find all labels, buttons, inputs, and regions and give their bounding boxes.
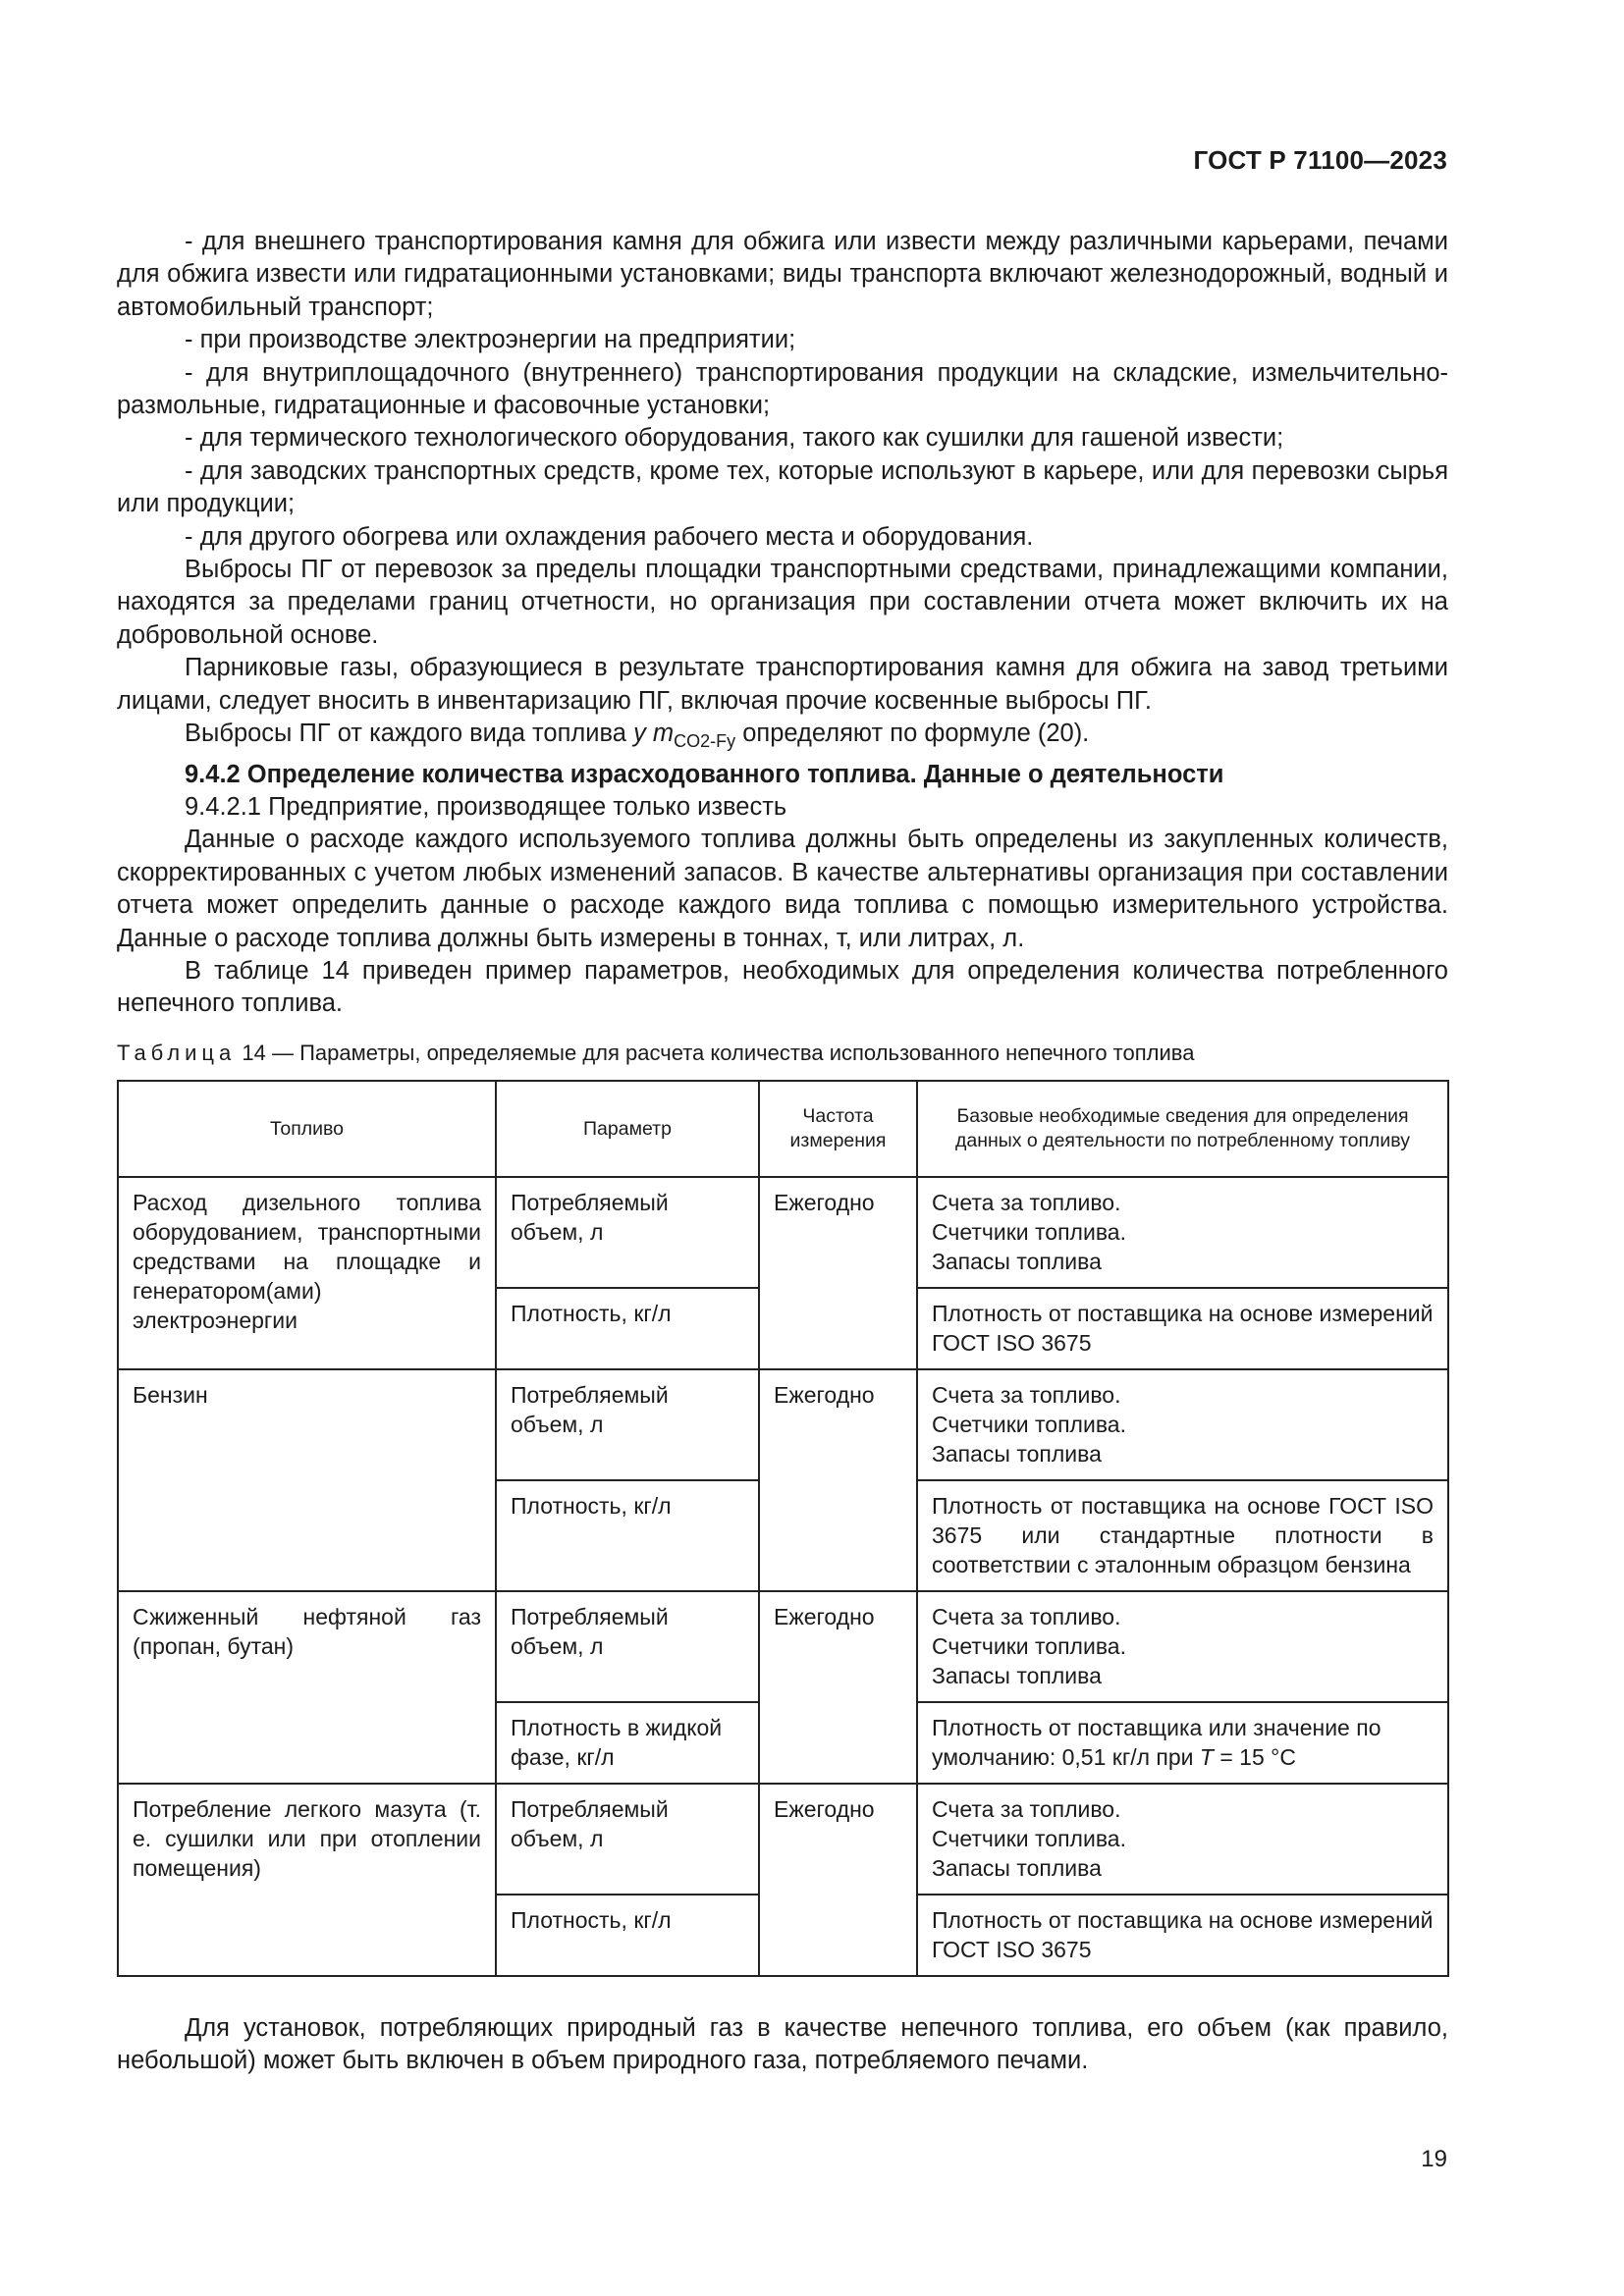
info-line: Счета за топливо.: [932, 1382, 1121, 1408]
info-text: Плотность от поставщика или значение по умолчанию: 0,51 кг/л при: [932, 1715, 1381, 1770]
fuel-cell: Бензин: [118, 1369, 496, 1591]
info-line: Счетчики топлива.: [932, 1412, 1126, 1437]
paragraph: - при производстве электроэнергии на предприятии;: [185, 326, 796, 354]
info-cell: [917, 1177, 1448, 1288]
info-line: Запасы топлива: [932, 1249, 1102, 1274]
info-line: Счета за топливо.: [932, 1190, 1121, 1215]
info-cell: [917, 1784, 1448, 1895]
page-number: 19: [1421, 2146, 1447, 2172]
table-row: [118, 1591, 1448, 1702]
info-line: Счетчики топлива.: [932, 1219, 1126, 1245]
info-cell: Плотность от поставщика на основе измерений ГОСТ ISO 3675: [917, 1288, 1448, 1369]
parameter-cell: Плотность в жидкой фазе, кг/л: [496, 1702, 759, 1784]
table-row: [118, 1177, 1448, 1288]
table-caption-text: 14 — Параметры, определяемые для расчета количества использованного непечного топлива: [236, 1041, 1195, 1065]
document-id-header: ГОСТ Р 71100—2023: [1193, 145, 1447, 175]
fuel-cell: Расход дизельного топлива оборудованием, транспортными средствами на площадке и генератором(ами) электроэнергии: [118, 1177, 496, 1369]
closing-paragraph: Для установок, потребляющих природный газ в качестве непечного топлива, его объем (как правило, небольшой) может быть включен в объем природного газа, потребляемого печами.: [117, 2014, 1448, 2075]
info-cell: Плотность от поставщика на основе ГОСТ ISO 3675 или стандартные плотности в соответствии с эталонным образцом бензина: [917, 1480, 1448, 1591]
temperature-variable: T: [1199, 1744, 1214, 1770]
paragraph: - для другого обогрева или охлаждения рабочего места и оборудования.: [185, 522, 1034, 551]
parameter-cell: Потребляемый объем, л: [496, 1784, 759, 1895]
frequency-cell: Ежегодно: [759, 1591, 917, 1784]
info-line: Счетчики топлива.: [932, 1826, 1126, 1851]
info-text: = 15 °С: [1213, 1744, 1296, 1770]
column-header-info: Базовые необходимые сведения для определения данных о деятельности по потребленному топливу: [917, 1081, 1448, 1177]
parameter-cell: Потребляемый объем, л: [496, 1177, 759, 1288]
paragraph: Парниковые газы, образующиеся в результате транспортирования камня для обжига на завод третьими лицами, следует вносить в инвентаризацию ПГ, включая прочие косвенные выбросы ПГ.: [117, 654, 1448, 715]
formula-prefix: Выбросы ПГ от каждого вида топлива: [185, 720, 634, 748]
info-cell: [917, 1369, 1448, 1480]
frequency-cell: Ежегодно: [759, 1369, 917, 1591]
column-header-parameter: Параметр: [496, 1081, 759, 1177]
info-line: Запасы топлива: [932, 1663, 1102, 1688]
info-line: Счетчики топлива.: [932, 1633, 1126, 1659]
info-cell: [917, 1591, 1448, 1702]
table-header-row: [118, 1081, 1448, 1177]
column-header-frequency: Частота измерения: [759, 1081, 917, 1177]
info-line: Запасы топлива: [932, 1855, 1102, 1881]
frequency-cell: Ежегодно: [759, 1784, 917, 1976]
parameter-cell: Потребляемый объем, л: [496, 1591, 759, 1702]
formula-subscript: CO2-Fy: [674, 731, 736, 752]
parameter-cell: Плотность, кг/л: [496, 1480, 759, 1591]
paragraph: - для термического технологического оборудования, такого как сушилки для гашеной извести;: [185, 424, 1284, 453]
formula-variable: y m: [633, 720, 675, 748]
table-caption-label: Таблица: [117, 1041, 237, 1065]
info-line: Счета за топливо.: [932, 1796, 1121, 1822]
paragraph: Данные о расходе каждого используемого топлива должны быть определены из закупленных количеств, скорректированных с учетом любых изменений запасов. В качестве альтернативы организация при составлении отчета может определить данные о расходе каждого вида топлива с помощью измерительного устройства. Данные о расходе топлива должны быть измерены в тоннах, т, или литрах, л.: [117, 826, 1448, 952]
table-row: [118, 1369, 1448, 1480]
info-line: Счета за топливо.: [932, 1604, 1121, 1629]
section-heading: 9.4.2 Определение количества израсходованного топлива. Данные о деятельности: [185, 760, 1224, 788]
subsection-heading: 9.4.2.1 Предприятие, производящее только известь: [185, 792, 787, 821]
parameter-cell: Потребляемый объем, л: [496, 1369, 759, 1480]
parameter-cell: Плотность, кг/л: [496, 1288, 759, 1369]
info-cell: [917, 1702, 1448, 1784]
formula-suffix: определяют по формуле (20).: [735, 720, 1090, 748]
fuel-cell: Потребление легкого мазута (т. е. сушилки или при отоплении помещения): [118, 1784, 496, 1976]
info-cell: Плотность от поставщика на основе измерений ГОСТ ISO 3675: [917, 1895, 1448, 1976]
formula-paragraph: [117, 718, 1448, 758]
paragraph: В таблице 14 приведен пример параметров, необходимых для определения количества потребленного непечного топлива.: [117, 956, 1448, 1018]
paragraph: - для внешнего транспортирования камня для обжига или извести между различными карьерами, печами для обжига извести или гидратационными установками; виды транспорта включают железнодорожный, водный и автомобильный транспорт;: [117, 228, 1448, 321]
column-header-fuel: Топливо: [118, 1081, 496, 1177]
paragraph: - для внутриплощадочного (внутреннего) транспортирования продукции на складские, измельчительно-размольные, гидратационные и фасовочные установки;: [117, 358, 1448, 420]
table-row: [118, 1784, 1448, 1895]
body-text: [117, 226, 1448, 1021]
fuel-cell: Сжиженный нефтяной газ (пропан, бутан): [118, 1591, 496, 1784]
paragraph: Выбросы ПГ от перевозок за пределы площадки транспортными средствами, принадлежащими компании, находятся за пределами границ отчетности, но организация при составлении отчета может включить их на добровольной основе.: [117, 556, 1448, 649]
parameters-table: [117, 1080, 1449, 1977]
table-caption: [117, 1041, 1452, 1066]
info-line: Запасы топлива: [932, 1441, 1102, 1467]
frequency-cell: Ежегодно: [759, 1177, 917, 1369]
paragraph: - для заводских транспортных средств, кроме тех, которые используют в карьере, или для перевозки сырья или продукции;: [117, 456, 1448, 518]
parameter-cell: Плотность, кг/л: [496, 1895, 759, 1976]
